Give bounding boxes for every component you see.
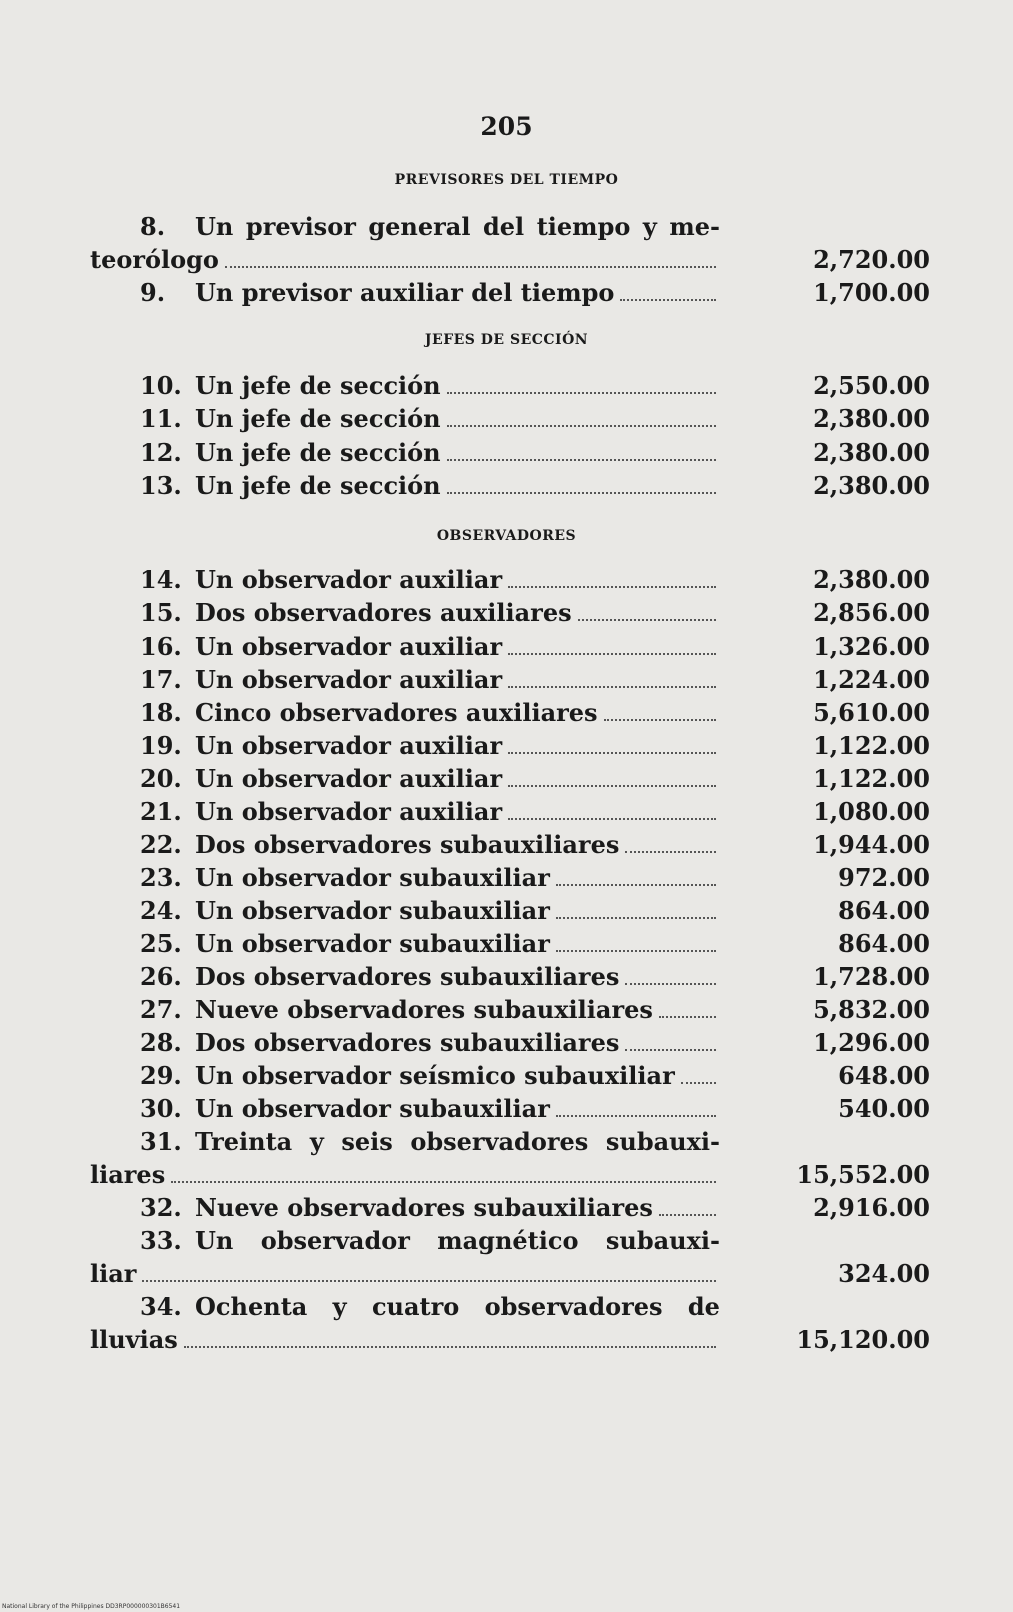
entry-9 bbox=[90, 276, 930, 310]
entry-amount: 2,720.00 bbox=[813, 245, 930, 274]
entry-number: 27. bbox=[140, 995, 182, 1024]
entry-16 bbox=[90, 630, 930, 664]
entry-amount: 1,122.00 bbox=[813, 764, 930, 793]
entry-text: Un observador auxiliar bbox=[195, 764, 503, 793]
word: subauxi- bbox=[605, 1226, 720, 1255]
entry-amount: 1,296.00 bbox=[813, 1028, 930, 1057]
entry-30 bbox=[90, 1092, 930, 1126]
dot-leader bbox=[659, 993, 716, 1018]
dot-leader bbox=[447, 369, 716, 394]
entry-8-line1 bbox=[90, 210, 930, 244]
word: magnético bbox=[437, 1226, 579, 1255]
word: Un bbox=[195, 1226, 234, 1255]
entry-32 bbox=[90, 1191, 930, 1225]
entry-34-line1 bbox=[90, 1290, 930, 1324]
entry-22 bbox=[90, 828, 930, 862]
entry-31-line1 bbox=[90, 1125, 930, 1159]
entry-number: 33. bbox=[140, 1226, 182, 1255]
dot-leader bbox=[508, 663, 716, 688]
entry-text: Un previsor auxiliar del tiempo bbox=[195, 278, 615, 307]
entry-number: 30. bbox=[140, 1094, 182, 1123]
dot-leader bbox=[604, 696, 716, 721]
entry-text bbox=[195, 210, 720, 244]
entry-12 bbox=[90, 436, 930, 470]
dot-leader bbox=[556, 861, 716, 886]
entry-text bbox=[195, 1290, 720, 1324]
entry-number: 8. bbox=[140, 212, 166, 241]
entry-8-line2 bbox=[90, 243, 930, 277]
entry-amount: 5,610.00 bbox=[813, 698, 930, 727]
entry-28 bbox=[90, 1026, 930, 1060]
entry-amount: 1,224.00 bbox=[813, 665, 930, 694]
entry-23 bbox=[90, 861, 930, 895]
entry-text: Un jefe de sección bbox=[195, 471, 441, 500]
dot-leader bbox=[171, 1158, 716, 1183]
dot-leader bbox=[508, 563, 716, 588]
word: tiempo bbox=[536, 212, 631, 241]
entry-number: 15. bbox=[140, 598, 182, 627]
entry-number: 22. bbox=[140, 830, 182, 859]
entry-25 bbox=[90, 927, 930, 961]
dot-leader bbox=[508, 630, 716, 655]
scan-footer: National Library of the Philippines DD3RP000000301B6541 bbox=[2, 1603, 181, 1610]
entry-number: 28. bbox=[140, 1028, 182, 1057]
entry-number: 16. bbox=[140, 632, 182, 661]
dot-leader bbox=[447, 469, 716, 494]
dot-leader bbox=[625, 1026, 716, 1051]
word: cuatro bbox=[371, 1292, 460, 1321]
word: y bbox=[642, 212, 657, 241]
dot-leader bbox=[142, 1257, 716, 1282]
dot-leader bbox=[620, 276, 716, 301]
dot-leader bbox=[556, 927, 716, 952]
entry-20 bbox=[90, 762, 930, 796]
dot-leader bbox=[578, 596, 716, 621]
entry-text: Un jefe de sección bbox=[195, 404, 441, 433]
entry-amount: 1,122.00 bbox=[813, 731, 930, 760]
entry-number: 9. bbox=[140, 278, 166, 307]
entry-text-continuation: liares bbox=[90, 1160, 166, 1189]
entry-number: 21. bbox=[140, 797, 182, 826]
entry-26 bbox=[90, 960, 930, 994]
word: subauxi- bbox=[605, 1127, 720, 1156]
entry-text: Un observador auxiliar bbox=[195, 665, 503, 694]
word: me- bbox=[669, 212, 720, 241]
entry-text: Un observador subauxiliar bbox=[195, 863, 550, 892]
entry-21 bbox=[90, 795, 930, 829]
entry-amount: 15,552.00 bbox=[796, 1160, 930, 1189]
section-heading: OBSERVADORES bbox=[436, 528, 577, 544]
entry-amount: 972.00 bbox=[838, 863, 930, 892]
entry-text: Un observador seísmico subauxiliar bbox=[195, 1061, 675, 1090]
word: observadores bbox=[484, 1292, 663, 1321]
entry-number: 17. bbox=[140, 665, 182, 694]
entry-amount: 648.00 bbox=[838, 1061, 930, 1090]
dot-leader bbox=[625, 828, 716, 853]
entry-amount: 540.00 bbox=[838, 1094, 930, 1123]
entry-text-continuation: lluvias bbox=[90, 1325, 178, 1354]
entry-number: 19. bbox=[140, 731, 182, 760]
section-heading: JEFES DE SECCIÓN bbox=[424, 332, 589, 348]
entry-amount: 2,380.00 bbox=[813, 404, 930, 433]
entry-amount: 864.00 bbox=[838, 929, 930, 958]
dot-leader bbox=[625, 960, 716, 985]
entry-number: 26. bbox=[140, 962, 182, 991]
word: general bbox=[368, 212, 471, 241]
entry-number: 18. bbox=[140, 698, 182, 727]
page-number: 205 bbox=[480, 112, 533, 141]
word: de bbox=[687, 1292, 720, 1321]
entry-33-line2 bbox=[90, 1257, 930, 1291]
entry-31-line2 bbox=[90, 1158, 930, 1192]
word: Treinta bbox=[195, 1127, 293, 1156]
dot-leader bbox=[556, 894, 716, 919]
dot-leader bbox=[659, 1191, 716, 1216]
entry-amount: 1,944.00 bbox=[813, 830, 930, 859]
entry-number: 11. bbox=[140, 404, 182, 433]
entry-10 bbox=[90, 369, 930, 403]
entry-number: 20. bbox=[140, 764, 182, 793]
entry-text: Dos observadores auxiliares bbox=[195, 598, 572, 627]
entry-number: 32. bbox=[140, 1193, 182, 1222]
entry-13 bbox=[90, 469, 930, 503]
dot-leader bbox=[225, 243, 716, 268]
dot-leader bbox=[447, 402, 716, 427]
word: observadores bbox=[410, 1127, 589, 1156]
word: observador bbox=[260, 1226, 410, 1255]
entry-text: Dos observadores subauxiliares bbox=[195, 1028, 620, 1057]
entry-amount: 864.00 bbox=[838, 896, 930, 925]
entry-text: Un observador auxiliar bbox=[195, 797, 503, 826]
entry-14 bbox=[90, 563, 930, 597]
entry-34-line2 bbox=[90, 1323, 930, 1357]
entry-text: Un observador auxiliar bbox=[195, 731, 503, 760]
entry-19 bbox=[90, 729, 930, 763]
entry-33-line1 bbox=[90, 1224, 930, 1258]
entry-17 bbox=[90, 663, 930, 697]
entry-amount: 2,550.00 bbox=[813, 371, 930, 400]
entry-text: Un observador auxiliar bbox=[195, 632, 503, 661]
entry-27 bbox=[90, 993, 930, 1027]
entry-amount: 2,380.00 bbox=[813, 471, 930, 500]
entry-text: Dos observadores subauxiliares bbox=[195, 830, 620, 859]
entry-amount: 1,080.00 bbox=[813, 797, 930, 826]
entry-amount: 5,832.00 bbox=[813, 995, 930, 1024]
section-heading: PREVISORES DEL TIEMPO bbox=[394, 172, 619, 188]
entry-29 bbox=[90, 1059, 930, 1093]
entry-number: 13. bbox=[140, 471, 182, 500]
entry-number: 25. bbox=[140, 929, 182, 958]
entry-11 bbox=[90, 402, 930, 436]
entry-amount: 1,700.00 bbox=[813, 278, 930, 307]
word: seis bbox=[341, 1127, 393, 1156]
entry-text: Dos observadores subauxiliares bbox=[195, 962, 620, 991]
entry-amount: 324.00 bbox=[838, 1259, 930, 1288]
entry-amount: 2,916.00 bbox=[813, 1193, 930, 1222]
entry-text: Un observador subauxiliar bbox=[195, 1094, 550, 1123]
entry-text: Nueve observadores subauxiliares bbox=[195, 1193, 653, 1222]
word: y bbox=[309, 1127, 324, 1156]
entry-text bbox=[195, 1125, 720, 1159]
dot-leader bbox=[184, 1323, 716, 1348]
dot-leader bbox=[556, 1092, 716, 1117]
entry-text: Un jefe de sección bbox=[195, 438, 441, 467]
entry-number: 14. bbox=[140, 565, 182, 594]
entry-text: Un observador subauxiliar bbox=[195, 929, 550, 958]
entry-text: Un observador subauxiliar bbox=[195, 896, 550, 925]
entry-18 bbox=[90, 696, 930, 730]
entry-number: 34. bbox=[140, 1292, 182, 1321]
entry-amount: 1,728.00 bbox=[813, 962, 930, 991]
dot-leader bbox=[508, 795, 716, 820]
entry-text: Cinco observadores auxiliares bbox=[195, 698, 598, 727]
entry-text bbox=[195, 1224, 720, 1258]
entry-number: 12. bbox=[140, 438, 182, 467]
word: y bbox=[332, 1292, 347, 1321]
word: Ochenta bbox=[195, 1292, 308, 1321]
word: previsor bbox=[245, 212, 356, 241]
dot-leader bbox=[681, 1059, 716, 1084]
dot-leader bbox=[447, 436, 716, 461]
entry-text: Un jefe de sección bbox=[195, 371, 441, 400]
dot-leader bbox=[508, 762, 716, 787]
entry-amount: 15,120.00 bbox=[796, 1325, 930, 1354]
entry-number: 24. bbox=[140, 896, 182, 925]
entry-amount: 1,326.00 bbox=[813, 632, 930, 661]
entry-text-continuation: teorólogo bbox=[90, 245, 219, 274]
entry-number: 10. bbox=[140, 371, 182, 400]
entry-amount: 2,380.00 bbox=[813, 438, 930, 467]
entry-15 bbox=[90, 596, 930, 630]
entry-number: 29. bbox=[140, 1061, 182, 1090]
entry-amount: 2,380.00 bbox=[813, 565, 930, 594]
entry-text: Nueve observadores subauxiliares bbox=[195, 995, 653, 1024]
dot-leader bbox=[508, 729, 716, 754]
entry-text-continuation: liar bbox=[90, 1259, 137, 1288]
word: del bbox=[483, 212, 525, 241]
entry-text: Un observador auxiliar bbox=[195, 565, 503, 594]
entry-number: 23. bbox=[140, 863, 182, 892]
entry-24 bbox=[90, 894, 930, 928]
entry-number: 31. bbox=[140, 1127, 182, 1156]
word: Un bbox=[195, 212, 234, 241]
entry-amount: 2,856.00 bbox=[813, 598, 930, 627]
